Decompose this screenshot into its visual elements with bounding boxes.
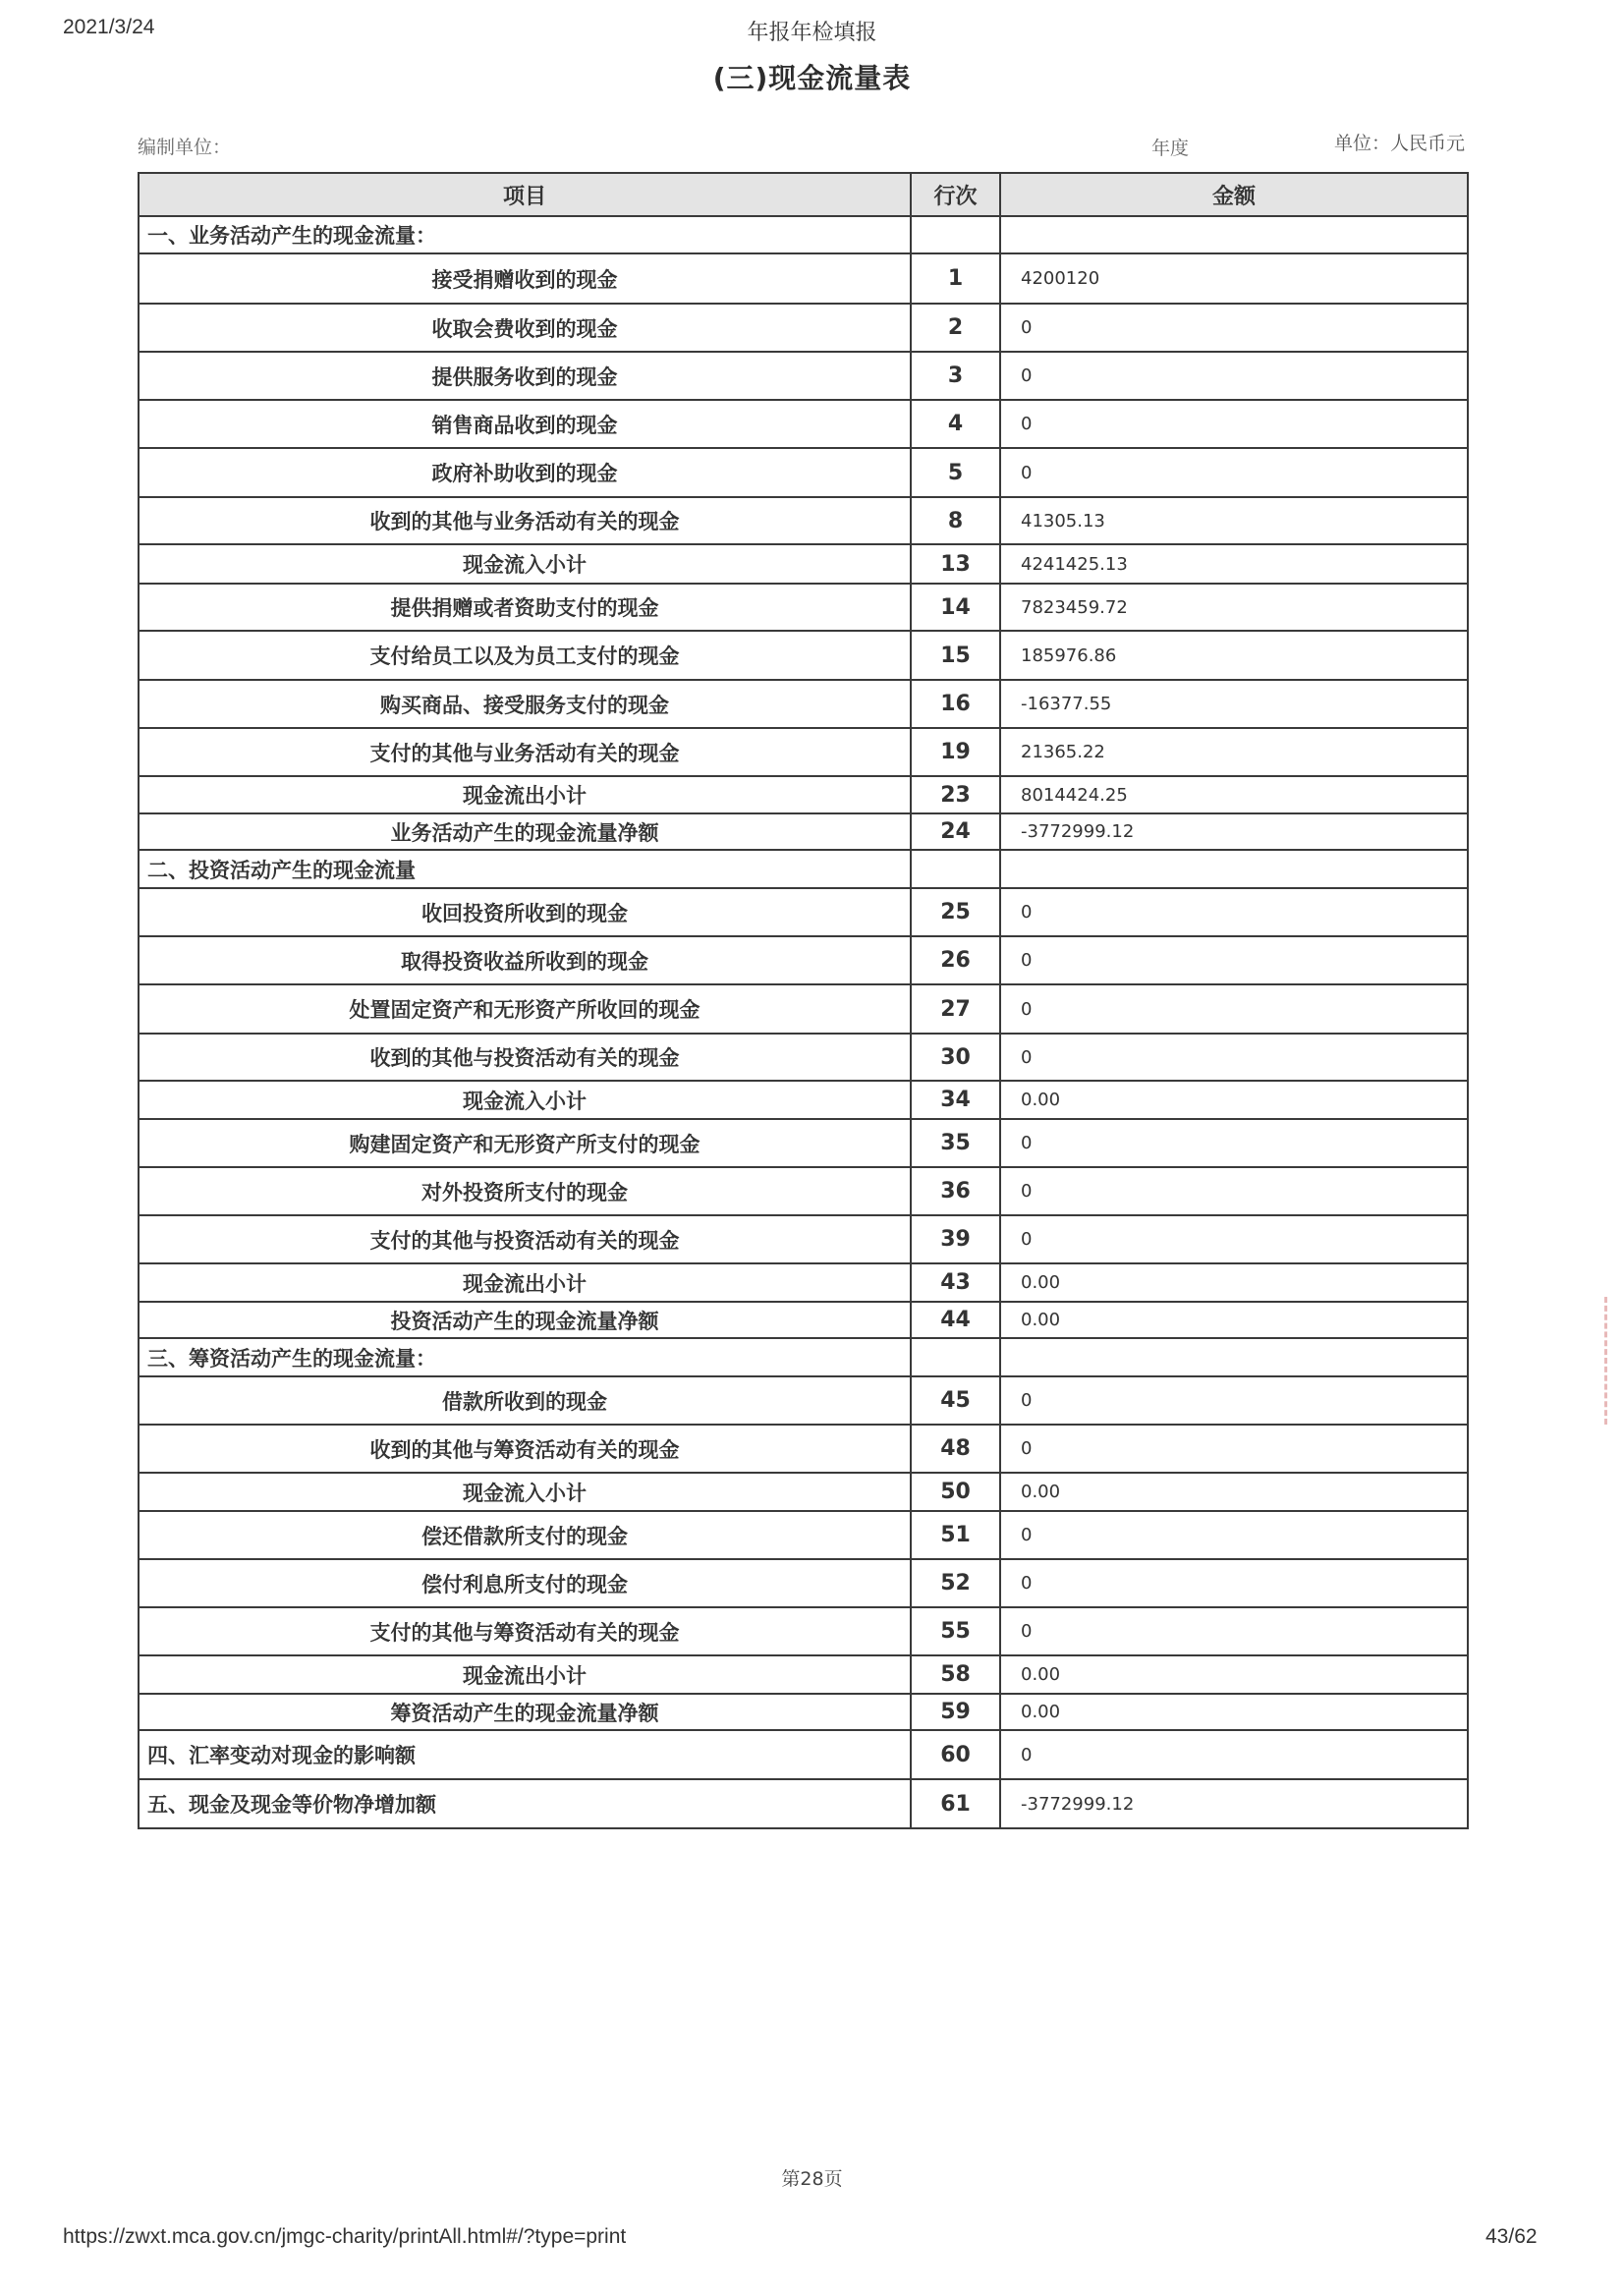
line-number-cell: 4 — [911, 400, 1000, 448]
line-number-cell: 59 — [911, 1694, 1000, 1730]
line-number-cell: 36 — [911, 1167, 1000, 1215]
table-row — [139, 448, 1468, 497]
cash-flow-table — [138, 172, 1469, 1829]
amount-cell — [1000, 1338, 1468, 1376]
line-number-cell: 13 — [911, 544, 1000, 584]
document-title: (三)现金流量表 — [712, 62, 912, 94]
amount-cell: 0 — [1000, 1730, 1468, 1779]
table-row — [139, 1081, 1468, 1119]
table-row — [139, 497, 1468, 544]
table-row — [139, 984, 1468, 1034]
table-row — [139, 400, 1468, 448]
amount-cell: -16377.55 — [1000, 680, 1468, 728]
amount-cell — [1000, 216, 1468, 253]
amount-cell: 0.00 — [1000, 1694, 1468, 1730]
amount-cell: 0 — [1000, 1167, 1468, 1215]
line-number-cell: 1 — [911, 253, 1000, 304]
print-date: 2021/3/24 — [63, 16, 155, 38]
item-cell: 提供捐赠或者资助支付的现金 — [139, 584, 911, 631]
amount-cell: 0.00 — [1000, 1263, 1468, 1302]
line-number-cell: 43 — [911, 1263, 1000, 1302]
amount-cell: 0 — [1000, 984, 1468, 1034]
table-body — [139, 216, 1468, 1828]
table-header-row — [139, 173, 1468, 216]
item-cell: 筹资活动产生的现金流量净额 — [139, 1694, 911, 1730]
table-row — [139, 1694, 1468, 1730]
table-row — [139, 1559, 1468, 1607]
table-row — [139, 1263, 1468, 1302]
amount-cell: 0 — [1000, 448, 1468, 497]
item-cell: 购建固定资产和无形资产所支付的现金 — [139, 1119, 911, 1167]
item-cell: 收取会费收到的现金 — [139, 304, 911, 352]
line-number-cell: 25 — [911, 888, 1000, 936]
amount-cell — [1000, 850, 1468, 888]
table-row — [139, 1511, 1468, 1559]
header-line: 行次 — [911, 173, 1000, 216]
table-row — [139, 813, 1468, 850]
line-number-cell: 3 — [911, 352, 1000, 400]
item-cell: 现金流入小计 — [139, 544, 911, 584]
table-row — [139, 936, 1468, 984]
table-row — [139, 680, 1468, 728]
cash-flow-table-container — [138, 172, 1467, 1829]
amount-cell: 0 — [1000, 1607, 1468, 1655]
item-cell: 政府补助收到的现金 — [139, 448, 911, 497]
line-number-cell: 48 — [911, 1425, 1000, 1473]
line-number-cell: 50 — [911, 1473, 1000, 1511]
item-cell: 现金流出小计 — [139, 1263, 911, 1302]
section-row — [139, 1338, 1468, 1376]
table-row — [139, 1167, 1468, 1215]
item-cell: 支付的其他与筹资活动有关的现金 — [139, 1607, 911, 1655]
section-row — [139, 1730, 1468, 1779]
amount-cell: 0.00 — [1000, 1655, 1468, 1694]
item-cell: 四、汇率变动对现金的影响额 — [139, 1730, 911, 1779]
section-row — [139, 850, 1468, 888]
table-row — [139, 1302, 1468, 1338]
line-number-cell: 2 — [911, 304, 1000, 352]
table-row — [139, 776, 1468, 813]
item-cell: 收回投资所收到的现金 — [139, 888, 911, 936]
line-number-cell — [911, 1338, 1000, 1376]
table-row — [139, 1425, 1468, 1473]
line-number-cell: 30 — [911, 1034, 1000, 1081]
amount-cell: 0 — [1000, 1559, 1468, 1607]
line-number-cell: 45 — [911, 1376, 1000, 1425]
item-cell: 二、投资活动产生的现金流量 — [139, 850, 911, 888]
item-cell: 业务活动产生的现金流量净额 — [139, 813, 911, 850]
amount-cell: -3772999.12 — [1000, 813, 1468, 850]
item-cell: 支付给员工以及为员工支付的现金 — [139, 631, 911, 680]
item-cell: 对外投资所支付的现金 — [139, 1167, 911, 1215]
line-number-cell: 39 — [911, 1215, 1000, 1263]
line-number-cell: 55 — [911, 1607, 1000, 1655]
item-cell: 取得投资收益所收到的现金 — [139, 936, 911, 984]
line-number-cell: 5 — [911, 448, 1000, 497]
item-cell: 一、业务活动产生的现金流量： — [139, 216, 911, 253]
page-number: 第28页 — [781, 2168, 843, 2190]
line-number-cell: 61 — [911, 1779, 1000, 1828]
line-number-cell: 27 — [911, 984, 1000, 1034]
stamp-edge-mark — [1604, 1297, 1617, 1425]
item-cell: 借款所收到的现金 — [139, 1376, 911, 1425]
unit-label: 单位：人民币元 — [1334, 133, 1466, 154]
amount-cell: 0 — [1000, 304, 1468, 352]
line-number-cell: 35 — [911, 1119, 1000, 1167]
line-number-cell — [911, 216, 1000, 253]
amount-cell: 0 — [1000, 352, 1468, 400]
amount-cell: 0 — [1000, 1215, 1468, 1263]
item-cell: 现金流出小计 — [139, 1655, 911, 1694]
amount-cell: 8014424.25 — [1000, 776, 1468, 813]
item-cell: 五、现金及现金等价物净增加额 — [139, 1779, 911, 1828]
table-row — [139, 1034, 1468, 1081]
item-cell: 收到的其他与筹资活动有关的现金 — [139, 1425, 911, 1473]
table-row — [139, 352, 1468, 400]
footer-url: https://zwxt.mca.gov.cn/jmgc-charity/printAll.html#/?type=print — [63, 2225, 627, 2248]
amount-cell: 185976.86 — [1000, 631, 1468, 680]
amount-cell: 0.00 — [1000, 1081, 1468, 1119]
table-row — [139, 1607, 1468, 1655]
amount-cell: 0.00 — [1000, 1473, 1468, 1511]
item-cell: 偿还借款所支付的现金 — [139, 1511, 911, 1559]
section-row — [139, 1779, 1468, 1828]
amount-cell: 0 — [1000, 1425, 1468, 1473]
item-cell: 收到的其他与投资活动有关的现金 — [139, 1034, 911, 1081]
item-cell: 现金流入小计 — [139, 1473, 911, 1511]
line-number-cell: 34 — [911, 1081, 1000, 1119]
table-row — [139, 304, 1468, 352]
line-number-cell: 14 — [911, 584, 1000, 631]
section-row — [139, 216, 1468, 253]
line-number-cell: 19 — [911, 728, 1000, 776]
table-row — [139, 1655, 1468, 1694]
item-cell: 现金流入小计 — [139, 1081, 911, 1119]
print-header-title: 年报年检填报 — [747, 21, 877, 45]
header-item: 项目 — [139, 173, 911, 216]
amount-cell: 0.00 — [1000, 1302, 1468, 1338]
compiler-label: 编制单位： — [138, 137, 232, 158]
line-number-cell: 44 — [911, 1302, 1000, 1338]
line-number-cell: 52 — [911, 1559, 1000, 1607]
line-number-cell — [911, 850, 1000, 888]
table-row — [139, 1473, 1468, 1511]
amount-cell: 0 — [1000, 1119, 1468, 1167]
table-row — [139, 728, 1468, 776]
item-cell: 接受捐赠收到的现金 — [139, 253, 911, 304]
amount-cell: 21365.22 — [1000, 728, 1468, 776]
amount-cell: 0 — [1000, 1034, 1468, 1081]
item-cell: 支付的其他与业务活动有关的现金 — [139, 728, 911, 776]
amount-cell: 4241425.13 — [1000, 544, 1468, 584]
amount-cell: -3772999.12 — [1000, 1779, 1468, 1828]
footer-page-count: 43/62 — [1485, 2225, 1538, 2248]
amount-cell: 0 — [1000, 1511, 1468, 1559]
line-number-cell: 23 — [911, 776, 1000, 813]
item-cell: 支付的其他与投资活动有关的现金 — [139, 1215, 911, 1263]
table-row — [139, 1376, 1468, 1425]
line-number-cell: 26 — [911, 936, 1000, 984]
line-number-cell: 58 — [911, 1655, 1000, 1694]
line-number-cell: 60 — [911, 1730, 1000, 1779]
line-number-cell: 51 — [911, 1511, 1000, 1559]
item-cell: 提供服务收到的现金 — [139, 352, 911, 400]
item-cell: 三、筹资活动产生的现金流量： — [139, 1338, 911, 1376]
amount-cell: 41305.13 — [1000, 497, 1468, 544]
header-amount: 金额 — [1000, 173, 1468, 216]
table-row — [139, 584, 1468, 631]
table-row — [139, 888, 1468, 936]
item-cell: 投资活动产生的现金流量净额 — [139, 1302, 911, 1338]
item-cell: 偿付利息所支付的现金 — [139, 1559, 911, 1607]
item-cell: 现金流出小计 — [139, 776, 911, 813]
item-cell: 收到的其他与业务活动有关的现金 — [139, 497, 911, 544]
item-cell: 销售商品收到的现金 — [139, 400, 911, 448]
amount-cell: 0 — [1000, 936, 1468, 984]
item-cell: 购买商品、接受服务支付的现金 — [139, 680, 911, 728]
year-label: 年度 — [1151, 138, 1190, 159]
line-number-cell: 15 — [911, 631, 1000, 680]
amount-cell: 7823459.72 — [1000, 584, 1468, 631]
table-row — [139, 544, 1468, 584]
amount-cell: 4200120 — [1000, 253, 1468, 304]
amount-cell: 0 — [1000, 400, 1468, 448]
table-row — [139, 253, 1468, 304]
line-number-cell: 16 — [911, 680, 1000, 728]
amount-cell: 0 — [1000, 1376, 1468, 1425]
table-row — [139, 1119, 1468, 1167]
table-row — [139, 1215, 1468, 1263]
line-number-cell: 8 — [911, 497, 1000, 544]
table-row — [139, 631, 1468, 680]
line-number-cell: 24 — [911, 813, 1000, 850]
item-cell: 处置固定资产和无形资产所收回的现金 — [139, 984, 911, 1034]
amount-cell: 0 — [1000, 888, 1468, 936]
